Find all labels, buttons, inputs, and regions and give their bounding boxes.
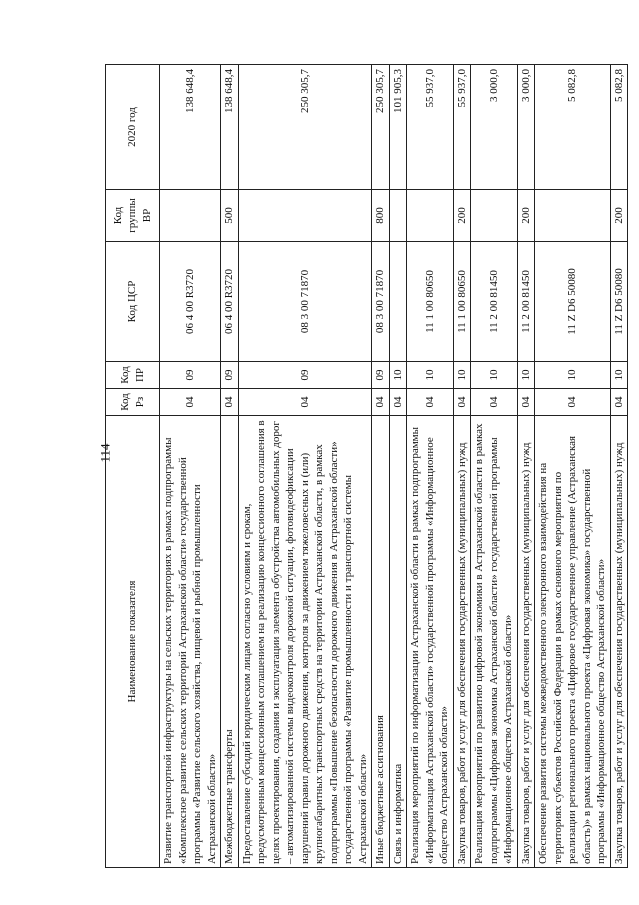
cell-amount: 5 082,8 [610,65,628,190]
cell-vr [407,190,454,242]
table-row [407,65,454,868]
page-number: 114 [97,443,113,463]
table-row [610,65,628,868]
cell-amount: 55 937,0 [407,65,454,190]
cell-vr: 200 [610,190,628,242]
cell-amount: 3 000,0 [517,65,535,190]
rotated-page-content [105,65,625,868]
cell-pr: 10 [407,362,454,389]
cell-name: Связь и информатика [389,416,407,868]
cell-rz: 04 [238,389,372,416]
cell-csr: 08 3 00 71870 [372,242,390,362]
cell-name: Закупка товаров, работ и услуг для обеспечения государственных (муниципальных) нужд [610,416,628,868]
cell-rz: 04 [610,389,628,416]
table-row [453,65,471,868]
cell-csr: 11 Z D6 50080 [535,242,611,362]
cell-name: Иные бюджетные ассигнования [372,416,390,868]
cell-rz: 04 [471,389,518,416]
cell-pr: 10 [517,362,535,389]
header-csr: Код ЦСР [106,242,160,362]
cell-name: Реализация мероприятий по информатизации Астраханской области в рамках подпрограммы «Информатизация Астраханской области» государственной программы «Информационное общество Астраханской области» [407,416,454,868]
table-row [389,65,407,868]
cell-pr: 10 [453,362,471,389]
cell-amount: 101 905,3 [389,65,407,190]
cell-rz: 04 [221,389,239,416]
cell-amount: 138 648,4 [160,65,221,190]
table-row [160,65,221,868]
header-vr: Код группы ВР [106,190,160,242]
table-row [221,65,239,868]
cell-vr: 200 [517,190,535,242]
cell-pr: 09 [160,362,221,389]
table-row [517,65,535,868]
cell-vr [389,190,407,242]
cell-csr: 06 4 00 R3720 [221,242,239,362]
cell-name: Реализация мероприятий по развитию цифровой экономики в Астраханской области в рамках подпрограммы «Цифровая экономика Астраханской области» государственной программы «Информационное общество Астраханской области» [471,416,518,868]
cell-pr: 10 [610,362,628,389]
cell-rz: 04 [160,389,221,416]
cell-csr [389,242,407,362]
cell-vr [238,190,372,242]
table-row [471,65,518,868]
cell-amount: 5 082,8 [535,65,611,190]
cell-pr: 10 [471,362,518,389]
cell-vr [160,190,221,242]
cell-name: Закупка товаров, работ и услуг для обеспечения государственных (муниципальных) нужд [517,416,535,868]
budget-table [105,64,628,868]
header-year: 2020 год [106,65,160,190]
cell-vr: 200 [453,190,471,242]
cell-vr: 800 [372,190,390,242]
cell-rz: 04 [517,389,535,416]
cell-pr: 09 [238,362,372,389]
cell-pr: 10 [535,362,611,389]
cell-csr: 11 2 00 81450 [517,242,535,362]
cell-vr [471,190,518,242]
table-row [372,65,390,868]
cell-name: Межбюджетные трансферты [221,416,239,868]
cell-name: Предоставление субсидий юридическим лицам согласно условиям и срокам, предусмотренным концессионным соглашением на реализацию концессионного соглашения в целях проектирования, создания и эксплуатации элемента обустройства автомобильных дорог – автоматизированной системы видеоконтроля дорожной ситуации, фотовидеофиксации нарушений правил дорожного движения, контроля за движением тяжеловесных и (или) крупногабаритных транспортных средств на территории Астраханской области, в рамках подпрограммы «Повышение безопасности дорожного движения в Астраханской области» государственной программы «Развитие промышленности и транспортной системы Астраханской области» [238,416,372,868]
cell-vr [535,190,611,242]
cell-rz: 04 [389,389,407,416]
cell-amount: 250 305,7 [238,65,372,190]
header-pr: Код ПР [106,362,160,389]
cell-vr: 500 [221,190,239,242]
cell-csr: 08 3 00 71870 [238,242,372,362]
cell-amount: 138 648,4 [221,65,239,190]
cell-rz: 04 [372,389,390,416]
header-name: Наименование показателя [106,416,160,868]
table-row [535,65,611,868]
cell-csr: 11 2 00 81450 [471,242,518,362]
cell-pr: 10 [389,362,407,389]
table-row [238,65,372,868]
cell-name: Закупка товаров, работ и услуг для обеспечения государственных (муниципальных) нужд [453,416,471,868]
cell-csr: 11 1 00 80650 [407,242,454,362]
cell-amount: 250 305,7 [372,65,390,190]
cell-pr: 09 [221,362,239,389]
cell-rz: 04 [407,389,454,416]
cell-csr: 11 1 00 80650 [453,242,471,362]
cell-amount: 55 937,0 [453,65,471,190]
header-rz: Код Рз [106,389,160,416]
cell-amount: 3 000,0 [471,65,518,190]
cell-name: Развитие транспортной инфраструктуры на сельских территориях в рамках подпрограммы «Комплексное развитие сельских территорий Астраханской области» государственной программы «Развитие сельского хозяйства, пищевой и рыбной промышленности Астраханской области» [160,416,221,868]
cell-pr: 09 [372,362,390,389]
cell-csr: 06 4 00 R3720 [160,242,221,362]
cell-name: Обеспечение развития системы межведомственного электронного взаимодействия на территориях субъектов Российской Федерации в рамках основного мероприятия по реализации регионального проекта «Цифровое государственное управление (Астраханская область)» в рамках национального проекта «Цифровая экономика» государственной программы «Информационное общество Астраханской области» [535,416,611,868]
header-row [106,65,160,868]
cell-csr: 11 Z D6 50080 [610,242,628,362]
cell-rz: 04 [535,389,611,416]
cell-rz: 04 [453,389,471,416]
